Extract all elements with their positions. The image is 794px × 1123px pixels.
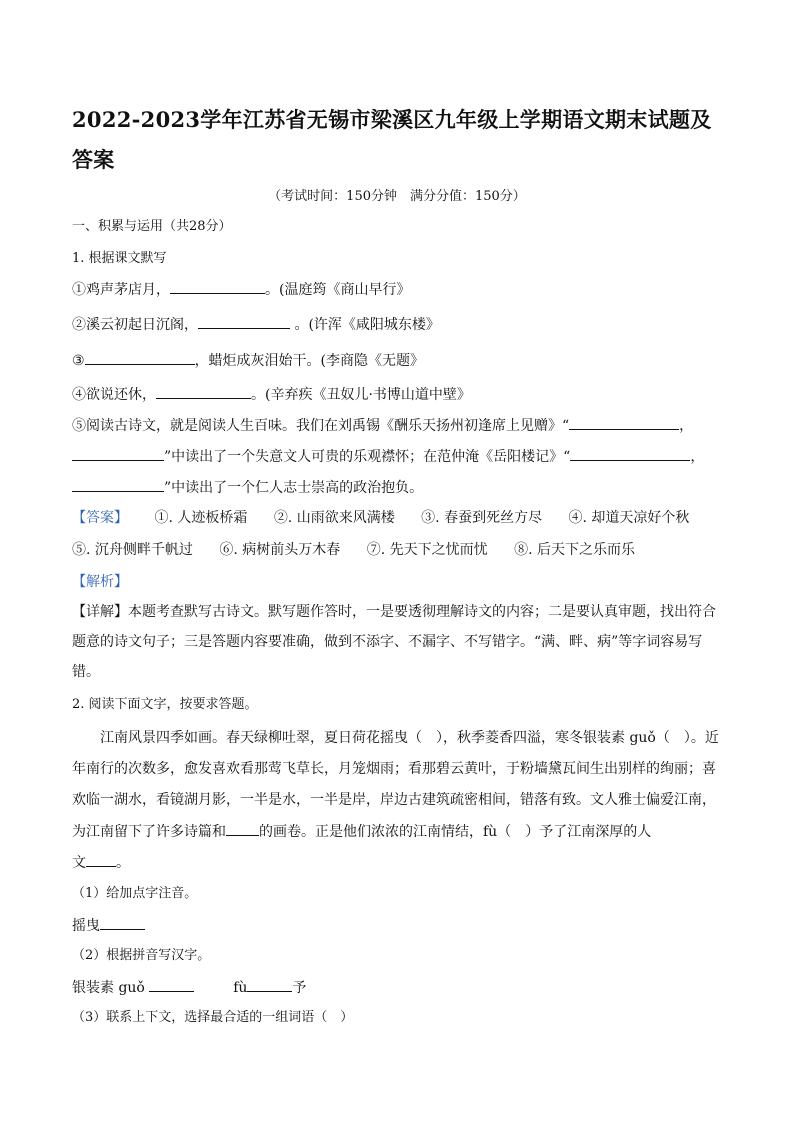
answer-item: ⑦. 先天下之忧而忧 xyxy=(366,542,488,558)
analysis-label: 【解析】 xyxy=(72,574,128,590)
section-heading: 一、积累与运用（共28分） xyxy=(72,219,232,234)
sub-question-2-item: 银装素 guǒ fù 予 xyxy=(72,977,732,998)
answer-blank xyxy=(100,915,145,930)
answer-row-2 xyxy=(72,540,732,560)
q1-item-2: ②溪云初起日沉阁， 。(许浑《咸阳城东楼》 xyxy=(72,314,732,335)
answer-blank xyxy=(149,977,194,992)
sub-question-1-item: 摇曳 xyxy=(72,915,732,936)
answer-blank xyxy=(569,415,679,430)
answer-blank xyxy=(226,821,259,836)
answer-item: ⑤. 沉舟侧畔千帆过 xyxy=(72,542,193,558)
analysis-heading xyxy=(72,572,732,592)
q1-item-4: ④欲说还休， 。(辛弃疾《丑奴儿·书博山道中壁》 xyxy=(72,384,732,405)
analysis-line-2: 题意的诗文句子；三是答题内容要准确，做到不添字、不漏字、不写错字。“满、畔、病”等字词容易写 xyxy=(72,634,703,650)
answer-label: 【答案】 xyxy=(72,510,128,526)
q1-item-5-line-1: ⑤阅读古诗文，就是阅读人生百味。我们在刘禹锡《酬乐天扬州初逢席上见赠》“ ， xyxy=(72,415,732,436)
answer-blank xyxy=(156,384,251,399)
passage-line-2: 年南行的次数多，愈发喜欢看那莺飞草长，月笼烟雨；看那碧云黄叶，于粉墙黛瓦间生出别样的绚丽；喜 xyxy=(72,761,716,777)
answer-row-1 xyxy=(72,508,732,528)
answer-item: ②. 山雨欲来风满楼 xyxy=(273,510,395,526)
sub-question-3: （3）联系上下文，选择最合适的一组词语（ ） xyxy=(72,1010,354,1025)
answer-item: ⑥. 病树前头万木春 xyxy=(219,542,341,558)
question-1-title: 1. 根据课文默写 xyxy=(72,251,167,266)
answer-blank xyxy=(72,446,164,461)
answer-item: ④. 却道天凉好个秋 xyxy=(568,510,690,526)
question-2-title: 2. 阅读下面文字，按要求答题。 xyxy=(72,697,258,712)
q1-item-5-line-2: ”中读出了一个失意文人可贵的乐观襟怀；在范仲淹《岳阳楼记》“ ， xyxy=(72,446,732,467)
answer-blank xyxy=(570,446,690,461)
analysis-line-1: 【详解】本题考查默写古诗文。默写题作答时，一是要透彻理解诗文的内容；二是要认真审题，找出符合 xyxy=(72,604,716,620)
passage-line-5: 文 。 xyxy=(72,852,732,873)
sub-question-1: （1）给加点字注音。 xyxy=(72,886,198,901)
answer-blank xyxy=(198,314,290,329)
q1-item-5-line-3: ”中读出了一个仁人志士崇高的政治抱负。 xyxy=(72,477,732,498)
exam-info: （考试时间：150分钟 满分分值：150分） xyxy=(268,189,526,204)
q1-item-1: ①鸡声茅店月， 。(温庭筠《商山早行》 xyxy=(72,279,732,300)
answer-item: ①. 人迹板桥霜 xyxy=(154,510,248,526)
answer-item: ③. 春蚕到死丝方尽 xyxy=(421,510,543,526)
detail-label: 【详解】 xyxy=(72,604,128,620)
answer-blank xyxy=(72,477,164,492)
q1-item-3: ③ ，蜡炬成灰泪始干。(李商隐《无题》 xyxy=(72,350,732,371)
sub-question-2: （2）根据拼音写汉字。 xyxy=(72,948,211,963)
answer-item: ⑧. 后天下之乐而乐 xyxy=(514,542,635,558)
analysis-line-3: 错。 xyxy=(72,664,100,680)
answer-blank xyxy=(170,279,265,294)
passage-line-1: 江南风景四季如画。春天绿柳吐翠，夏日荷花摇曳（ ），秋季菱香四溢，寒冬银装素 guǒ（ ）。近 xyxy=(100,730,719,746)
document-title: 2022-2023学年江苏省无锡市梁溪区九年级上学期语文期末试题及答案 xyxy=(72,107,712,172)
answer-blank xyxy=(86,852,116,867)
answer-blank xyxy=(247,977,292,992)
passage-line-3: 欢临一湖水，看镜湖月影，一半是水，一半是岸，岸边古建筑疏密相间，错落有致。文人雅士偏爱江南， xyxy=(72,792,716,808)
answer-blank xyxy=(85,350,195,365)
passage-line-4: 为江南留下了许多诗篇和 的画卷。正是他们浓浓的江南情结，fù（ ）予了江南深厚的人 xyxy=(72,821,732,842)
